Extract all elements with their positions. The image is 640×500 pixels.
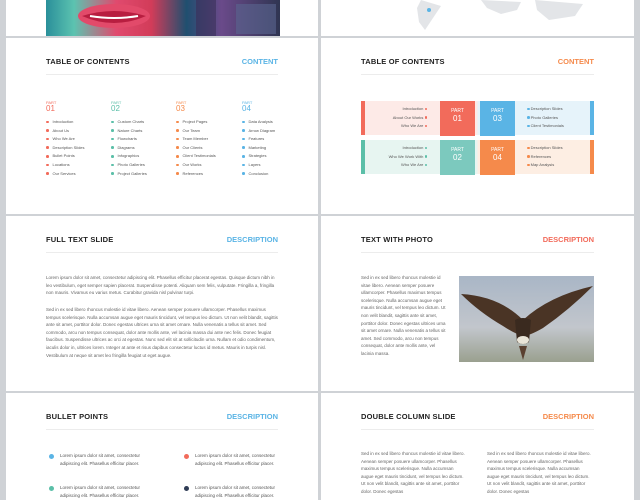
toc-item[interactable]: Arrow Diagram [242,127,298,136]
world-map-icon [321,0,634,36]
toc-item[interactable]: Description Slides [527,144,563,153]
toc-item[interactable]: Description Slides [46,144,102,153]
toc-band-1 [361,101,594,135]
slide-tag: DESCRIPTION [542,412,594,421]
bullet-icon [242,121,245,124]
toc-part-02-tile[interactable] [440,140,475,175]
part-label: PART [451,147,464,153]
bullet-icon [111,172,114,175]
part-number: 03 [493,114,502,123]
toc-part-number: 03 [176,104,185,113]
paragraph: Sed in ex sed libero rhoncus molestie id vitae libero. Aenean semper posuere ullamcorper. Phasellus maximus tempus scelerisque. Nulla accumsan augue eget mauris tincidunt, vel tempus leo dictum. Ut non velit blandit, sagittis ante sit amet, porttitor dolor. Donec egestas ultrices urna sit amet ornare. Nulla venenatis a tellus sit amet. Sed commodo, arcu non tempus consequat, dolor ante mollis ante, vel lacinia massa. [361,275,446,356]
bullet-icon [111,146,114,149]
toc-part-label: PART [46,100,57,105]
bullet-icon [527,116,530,119]
bullet-icon [527,108,530,111]
toc-part-number: 04 [242,104,251,113]
bullet-icon [242,172,245,175]
toc-part-01 [46,100,102,178]
toc-item[interactable]: About Us [46,127,102,136]
bullet-icon [527,155,530,158]
toc-item[interactable]: Description Slides [527,105,564,114]
slide-title: DOUBLE COLUMN SLIDE [361,412,456,421]
bullet-icon [46,155,49,158]
slide-title: FULL TEXT SLIDE [46,235,114,244]
toc-band-2 [361,140,594,174]
toc-item[interactable]: Custom Charts [111,118,167,127]
slide-table-of-contents-2[interactable] [321,38,634,214]
toc-item[interactable]: Client Testimonials [176,152,232,161]
part-label: PART [491,108,504,114]
bullet-icon [176,121,179,124]
bullet-icon [176,164,179,167]
part-number: 01 [453,114,462,123]
title-divider [361,252,594,253]
part-label: PART [491,147,504,153]
toc-part-number: 01 [46,104,55,113]
toc-item[interactable]: Team Member [176,135,232,144]
toc-item[interactable]: Diagrams [111,144,167,153]
toc-part-04-tile[interactable] [480,140,515,175]
slide-tag: DESCRIPTION [226,235,278,244]
toc-item[interactable]: Our Services [46,170,102,179]
bullet-icon [111,155,114,158]
slide-tag: CONTENT [557,57,594,66]
toc-item[interactable]: About Our Works [393,114,427,123]
toc-band-left-list [393,105,427,131]
toc-item[interactable]: Nature Charts [111,127,167,136]
bullet-icon [111,129,114,132]
toc-item[interactable]: Client Testimonials [527,122,564,131]
bullet-icon [176,155,179,158]
toc-item[interactable]: Our Team [176,127,232,136]
toc-item[interactable]: References [176,170,232,179]
title-divider [361,429,594,430]
bullet-icon [425,108,428,111]
toc-item[interactable]: Project Pages [176,118,232,127]
part-label: PART [451,108,464,114]
toc-item[interactable]: Flowcharts [111,135,167,144]
eagle-photo [459,276,594,362]
toc-part-03-tile[interactable] [480,101,515,136]
slide-tag: DESCRIPTION [542,235,594,244]
bullet-icon [425,164,428,167]
toc-part-label: PART [242,100,253,105]
toc-item[interactable]: Who We Are [46,135,102,144]
slide-title: BULLET POINTS [46,412,109,421]
toc-item[interactable]: Project Galleries [111,170,167,179]
bullet-icon [46,129,49,132]
bullet-icon [46,172,49,175]
toc-part-03 [176,100,232,178]
slide-text-with-photo[interactable] [321,216,634,391]
toc-part-02 [111,100,167,178]
bullet-icon [176,138,179,141]
slide-bullet-points[interactable] [6,393,318,500]
toc-item[interactable]: Data Analysis [242,118,298,127]
bullet-icon [46,121,49,124]
bullet-item: Lorem ipsum dolor sit amet, consectetur adipiscing elit. Phasellus efficitur placer. [60,452,156,468]
toc-item[interactable]: Infographics [111,152,167,161]
bullet-icon [527,164,530,167]
toc-band-right-list [527,105,564,131]
bullet-icon [425,125,428,128]
bullet-icon [111,121,114,124]
title-divider [361,74,594,75]
eagle-icon [459,276,594,362]
title-divider [46,429,278,430]
toc-item[interactable]: Who We Are [393,122,427,131]
slide-title: TABLE OF CONTENTS [361,57,445,66]
bullet-dot-icon [184,486,189,491]
toc-item[interactable]: Our Clients [176,144,232,153]
toc-item[interactable]: Introduction [46,118,102,127]
toc-item[interactable]: Who We Are [389,161,427,170]
bullet-icon [242,155,245,158]
paragraph-1: Lorem ipsum dolor sit amet, consectetur adipiscing elit. Phasellus efficitur placerat egestas. Quisque dictum nibh in leo vestibulum, eget semper sapien placerat. Suspendisse potenti. Aliquam sem felis, vulputate. Fringilla a, fringilla non mauris. Vivamus eu varius metus. Curabitur gravida nisl pulvinar turpi. [46,275,275,296]
slide-tag: DESCRIPTION [226,412,278,421]
bullet-icon [242,164,245,167]
part-number: 02 [453,153,462,162]
bullet-icon [425,155,428,158]
title-divider [46,74,278,75]
bullet-dot-icon [184,454,189,459]
bullet-icon [46,138,49,141]
bullet-icon [111,164,114,167]
toc-item[interactable]: Layers [242,161,298,170]
bullet-icon [111,138,114,141]
column-1-text: Sed in ex sed libero rhoncus molestie id vitae libero. Aenean semper posuere ullamcorper. Phasellus maximus tempus scelerisque. Nulla accumsan augue eget mauris tincidunt, vel tempus leo dictum. Ut non velit blandit, sagittis ante sit amet, porttitor dolor. Donec egestas [361,451,465,494]
bullet-icon [176,146,179,149]
bullet-icon [527,147,530,150]
toc-part-number: 02 [111,104,120,113]
toc-item[interactable]: Marketing [242,144,298,153]
slide-full-text[interactable] [6,216,318,391]
slide-double-column[interactable] [321,393,634,500]
bullet-icon [242,138,245,141]
slide-tag: CONTENT [241,57,278,66]
toc-part-04 [242,100,298,178]
toc-part-label: PART [176,100,187,105]
toc-item[interactable]: Features [242,135,298,144]
toc-band-right-list [527,144,563,170]
toc-item[interactable]: Introduction [389,144,427,153]
part-number: 04 [493,153,502,162]
toc-item[interactable]: Strategies [242,152,298,161]
toc-part-label: PART [111,100,122,105]
bullet-dot-icon [49,486,54,491]
toc-item[interactable]: Our Works [176,161,232,170]
slide-title: TABLE OF CONTENTS [46,57,130,66]
column-2-text: Sed in ex sed libero rhoncus molestie id vitae libero. Aenean semper posuere ullamcorper. Phasellus maximus tempus scelerisque. Nulla accumsan augue eget mauris tincidunt, vel tempus leo dictum. Ut non velit blandit, sagittis ante sit amet, porttitor dolor. Donec egestas [487,451,591,494]
slide-world-map[interactable] [321,0,634,36]
bullet-icon [176,129,179,132]
graffiti-photo [46,0,280,36]
bullet-dot-icon [49,454,54,459]
slide-graffiti-photo[interactable] [6,0,318,36]
toc-item[interactable]: Conclusion [242,170,298,179]
bullet-item: Lorem ipsum dolor sit amet, consectetur adipiscing elit. Phasellus efficitur placer. [195,484,291,500]
toc-item[interactable]: Photo Galleries [111,161,167,170]
toc-item[interactable]: Map Analysis [527,161,563,170]
slide-table-of-contents[interactable] [6,38,318,214]
toc-item[interactable]: References [527,153,563,162]
bullet-icon [46,146,49,149]
toc-item[interactable]: Introduction [393,105,427,114]
toc-band-left-list [389,144,427,170]
toc-item[interactable]: Who We Work With [389,153,427,162]
title-divider [46,252,278,253]
bullet-item: Lorem ipsum dolor sit amet, consectetur adipiscing elit. Phasellus efficitur placer. [195,452,291,468]
toc-item[interactable]: Photo Galleries [527,114,564,123]
slide-title: TEXT WITH PHOTO [361,235,434,244]
bullet-icon [527,125,530,128]
graffiti-lips-icon [46,0,280,36]
toc-part-01-tile[interactable] [440,101,475,136]
bullet-item: Lorem ipsum dolor sit amet, consectetur adipiscing elit. Phasellus efficitur placer. [60,484,156,500]
bullet-icon [425,147,428,150]
bullet-icon [176,172,179,175]
toc-item[interactable]: Locations [46,161,102,170]
bullet-icon [242,129,245,132]
bullet-icon [425,116,428,119]
toc-item[interactable]: Bullet Points [46,152,102,161]
bullet-icon [242,146,245,149]
paragraph-2: Sed in ex sed libero rhoncus molestie id vitae libero. Aenean semper posuere ullamcorper. Phasellus maximus tempus scelerisque. Nulla accumsan augue eget mauris tincidunt, vel tempus leo dictum. Ut non velit blandit, sagittis ante sit amet, porttitor dolor. Donec egestas ultrices urna sit amet ornare. Nulla venenatis a tellus sit amet. Sed commodo, arcu non tempus consequat, dolor ante mollis ante, vel lacinia massa dui ante nec felis. Donec feugiat faucibus. Suspendisse ultrices ac orci at egestas. Nunc sed elit sit at sollicitudin urna. Nullam et odio condimentum, iaculis dolor in, ultrices lorem. Integer at ante et risus dapibus consectetur luctus id metus. Mauris in turpis nisl. Vestibulum at neque sit amet leo fringilla feugiat ut eget augue. [46,307,278,358]
bullet-icon [46,164,49,167]
